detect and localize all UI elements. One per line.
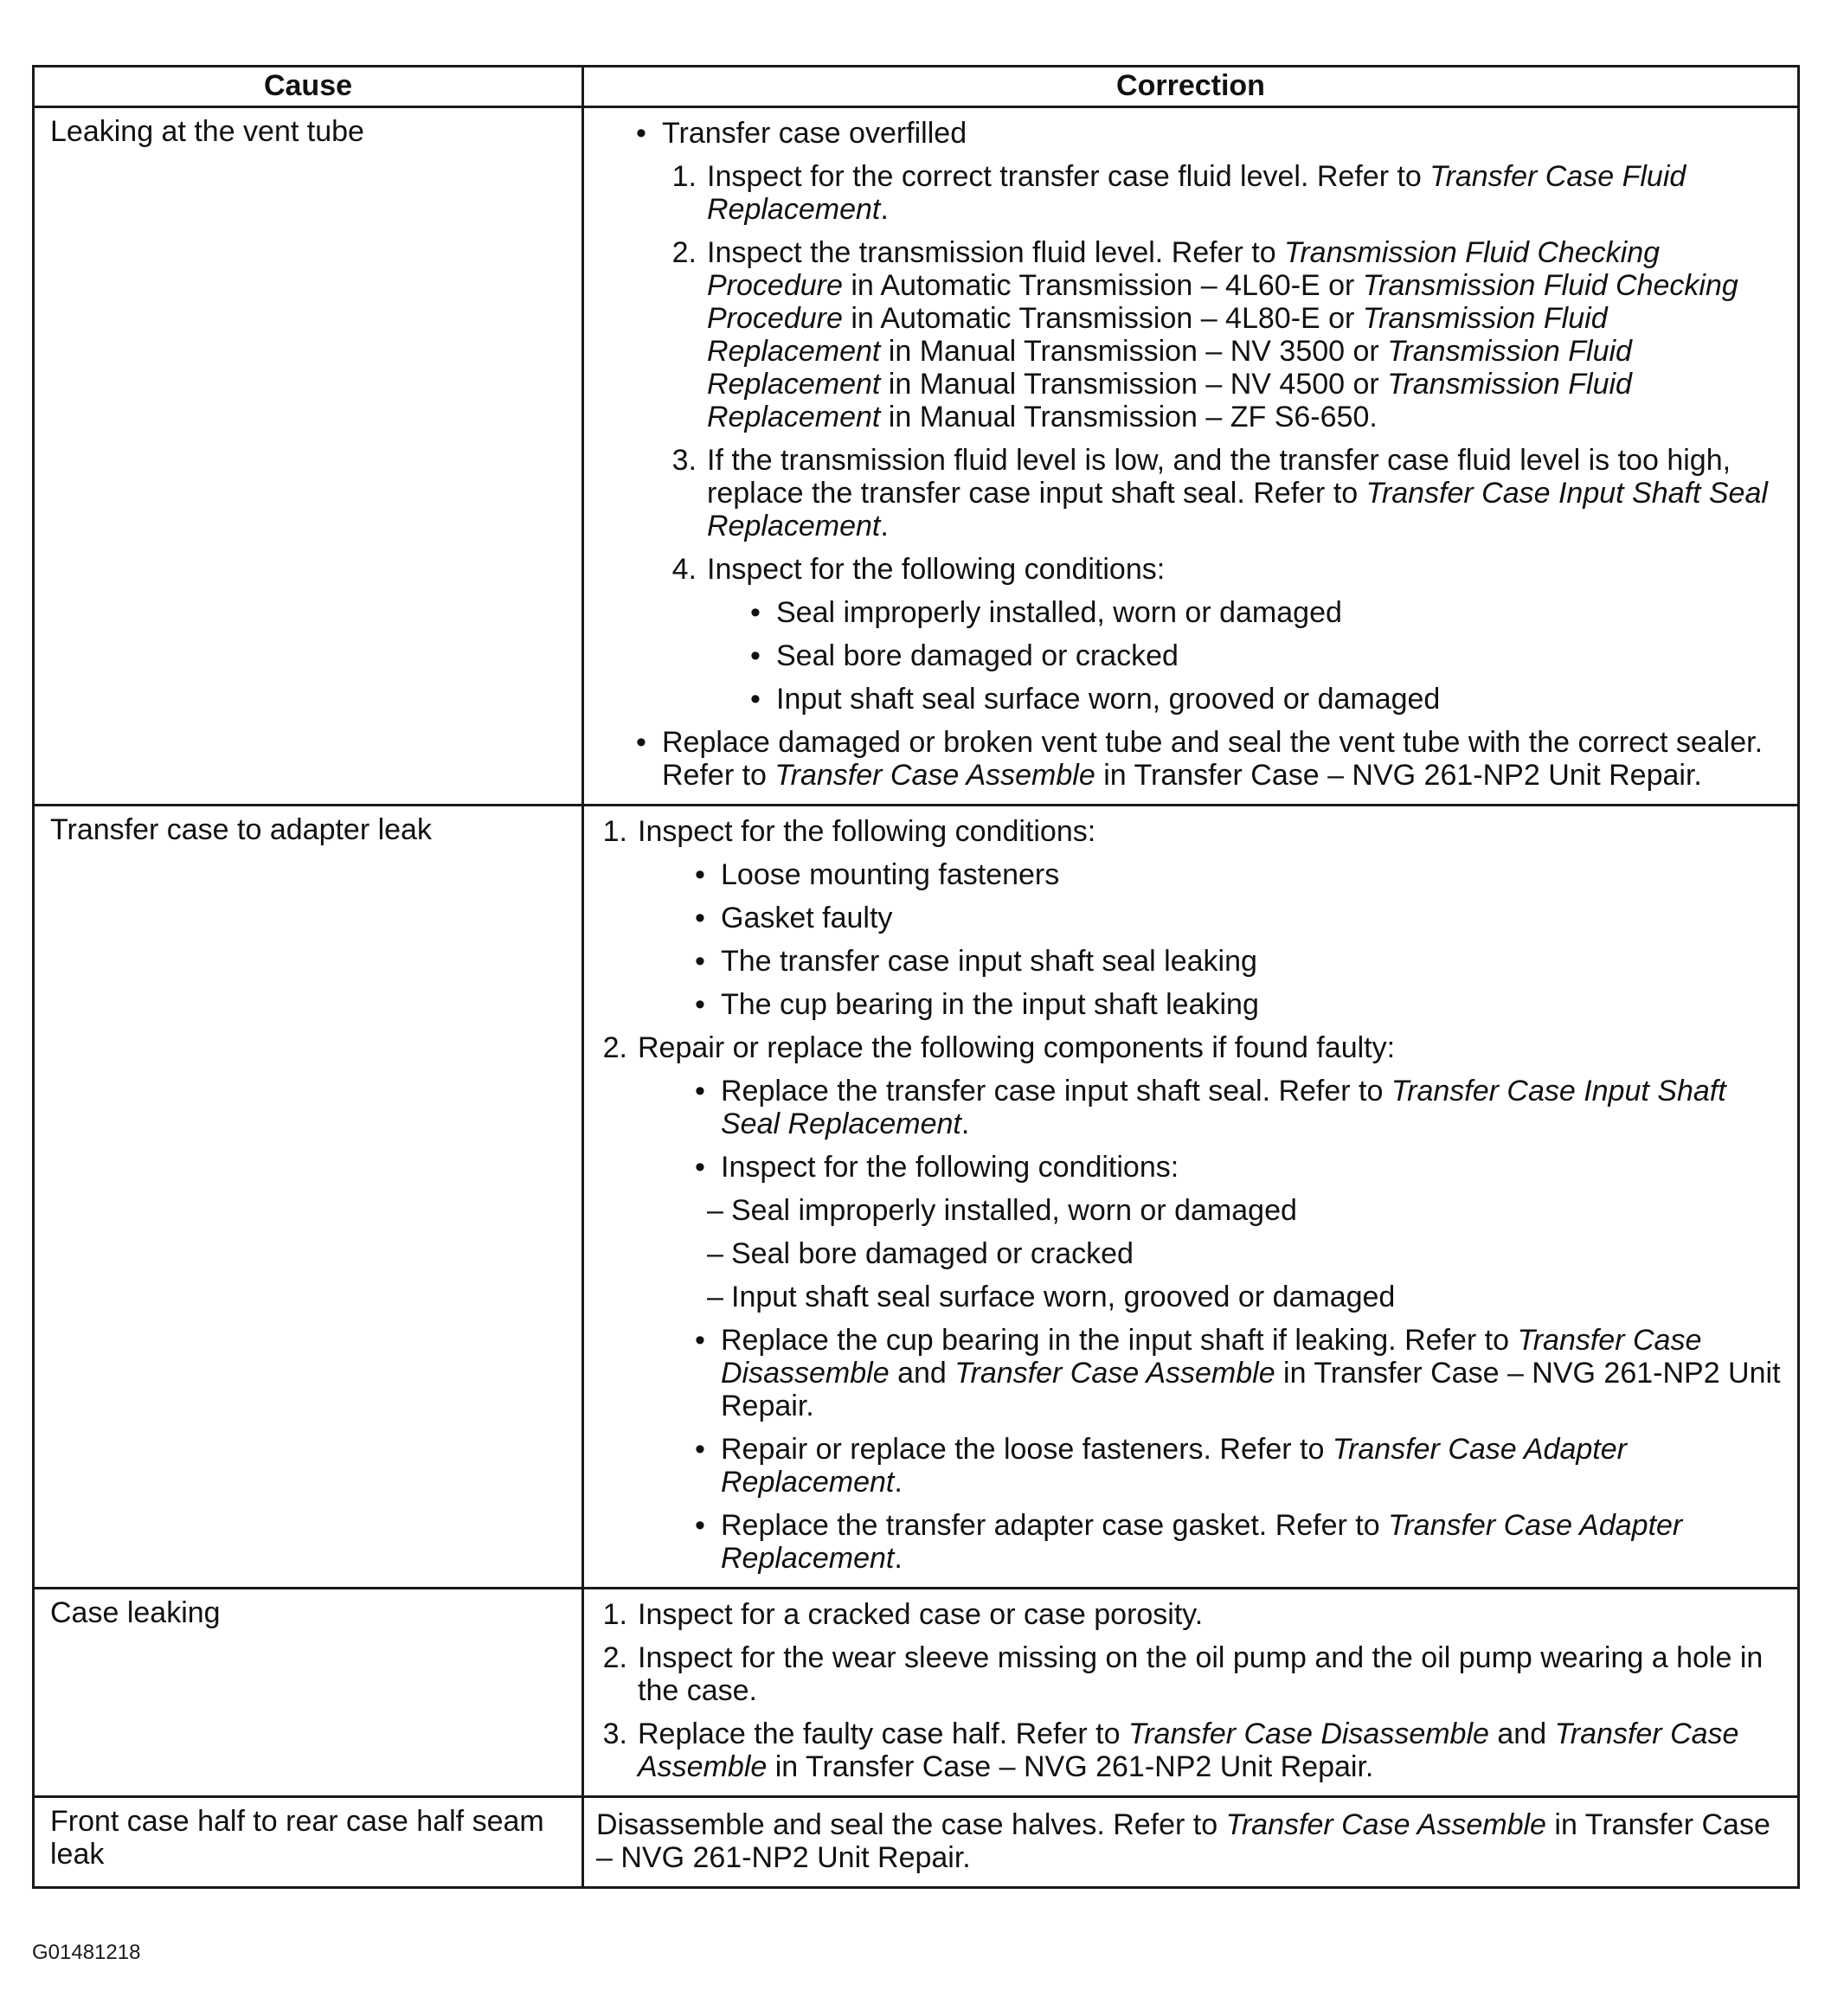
list-item xyxy=(596,1641,1785,1707)
text-run: Repair or replace the loose fasteners. Refer to xyxy=(721,1433,1333,1466)
list-item xyxy=(707,1281,1785,1313)
reference-link-text: Transfer Case Disassemble xyxy=(1128,1717,1489,1750)
cause-cell xyxy=(34,1797,583,1888)
text-run: Repair or replace the following components if found faulty: xyxy=(638,1031,1396,1064)
list-item xyxy=(665,444,1785,543)
list-item xyxy=(679,1433,1785,1499)
reference-link-text: Transfer Case Fluid Replacement xyxy=(707,160,1686,226)
text-run: Replace the transfer adapter case gasket. Refer to xyxy=(721,1509,1389,1542)
reference-link-text: Transmission Fluid Replacement xyxy=(707,368,1632,433)
correction-cell xyxy=(583,107,1799,806)
table-header-row xyxy=(34,67,1799,107)
reference-link-text: Transfer Case Adapter Replacement xyxy=(721,1509,1683,1575)
text-run: Replace damaged or broken vent tube and seal the vent tube with the correct sealer. Refer to xyxy=(662,726,1764,792)
list-item xyxy=(596,815,1785,848)
text-run: Replace the faulty case half. Refer to xyxy=(638,1717,1128,1750)
list-item xyxy=(679,1509,1785,1575)
text-run: and xyxy=(889,1357,955,1390)
list-number: 3. xyxy=(602,1717,627,1750)
text-run: Replace the cup bearing in the input shaft if leaking. Refer to xyxy=(721,1324,1518,1357)
bullet-marker: • xyxy=(750,683,761,716)
text-run: . xyxy=(894,1466,903,1499)
text-run: in Transfer Case – NVG 261-NP2 Unit Repair. xyxy=(721,1357,1781,1422)
cause-text: Front case half to rear case half seam leak xyxy=(50,1805,544,1871)
text-run: . xyxy=(880,193,889,226)
correction-content xyxy=(584,806,1797,1587)
list-number: 3. xyxy=(671,444,697,477)
correction-cell xyxy=(583,1797,1799,1888)
text-run: Inspect for the following conditions: xyxy=(721,1151,1179,1184)
text-run: in Transfer Case – NVG 261-NP2 Unit Repair. xyxy=(1095,759,1702,792)
text-run: Loose mounting fasteners xyxy=(721,858,1060,891)
text-run: in Transfer Case – NVG 261-NP2 Unit Repair. xyxy=(596,1808,1770,1874)
bullet-marker: • xyxy=(695,1151,705,1184)
dash-marker: – xyxy=(707,1237,723,1270)
text-run: in Manual Transmission – ZF S6-650. xyxy=(880,401,1378,433)
list-number: 1. xyxy=(602,815,627,848)
bullet-marker: • xyxy=(695,1324,705,1357)
text-run: Inspect for the following conditions: xyxy=(707,553,1166,586)
list-item xyxy=(679,1324,1785,1422)
reference-link-text: Transmission Fluid Replacement xyxy=(707,335,1632,401)
bullet-marker: • xyxy=(695,1509,705,1542)
reference-link-text: Transfer Case Disassemble xyxy=(721,1324,1702,1390)
cause-text: Case leaking xyxy=(50,1596,221,1629)
text-run: Replace the transfer case input shaft seal. Refer to xyxy=(721,1075,1391,1108)
list-item xyxy=(620,117,1785,150)
text-run: Seal improperly installed, worn or damaged xyxy=(731,1194,1297,1227)
text-run: Inspect for the correct transfer case fluid level. Refer to xyxy=(707,160,1430,193)
text-run: . xyxy=(894,1542,903,1575)
list-item xyxy=(665,236,1785,433)
text-run: Inspect for the wear sleeve missing on the oil pump and the oil pump wearing a hole in the case. xyxy=(638,1641,1764,1707)
correction-content xyxy=(584,1798,1797,1886)
table-row xyxy=(34,1589,1799,1797)
list-item xyxy=(735,639,1785,672)
text-run: . xyxy=(960,1108,970,1140)
reference-link-text: Transfer Case Assemble xyxy=(1225,1808,1546,1841)
list-item xyxy=(596,1717,1785,1783)
figure-code: G01481218 xyxy=(32,1941,141,1964)
list-number: 2. xyxy=(602,1031,627,1064)
list-item xyxy=(679,858,1785,891)
table-row xyxy=(34,1797,1799,1888)
dash-marker: – xyxy=(707,1194,723,1227)
text-run: Seal bore damaged or cracked xyxy=(776,639,1179,672)
bullet-marker: • xyxy=(695,902,705,934)
list-item xyxy=(620,726,1785,792)
correction-content xyxy=(584,108,1797,804)
text-run: in Automatic Transmission – 4L60-E or xyxy=(842,269,1363,302)
reference-link-text: Transmission Fluid Checking Procedure xyxy=(707,269,1738,335)
bullet-marker: • xyxy=(695,945,705,978)
bullet-marker: • xyxy=(636,117,646,150)
text-run: Seal bore damaged or cracked xyxy=(731,1237,1134,1270)
text-run: Gasket faulty xyxy=(721,902,893,934)
cause-cell xyxy=(34,806,583,1589)
list-item xyxy=(707,1237,1785,1270)
cause-column-header: Cause xyxy=(34,67,583,107)
text-run: in Transfer Case – NVG 261-NP2 Unit Repair. xyxy=(767,1750,1374,1783)
reference-link-text: Transfer Case Assemble xyxy=(774,759,1095,792)
list-number: 4. xyxy=(671,553,697,586)
list-item xyxy=(665,160,1785,226)
reference-link-text: Transfer Case Assemble xyxy=(954,1357,1275,1390)
bullet-marker: • xyxy=(695,1433,705,1466)
correction-column-header: Correction xyxy=(583,67,1799,107)
list-number: 2. xyxy=(671,236,697,269)
text-run: Disassemble and seal the case halves. Refer to xyxy=(596,1808,1226,1841)
dash-marker: – xyxy=(707,1281,723,1313)
text-run: in Automatic Transmission – 4L80-E or xyxy=(842,302,1363,335)
list-item xyxy=(679,902,1785,934)
reference-link-text: Transmission Fluid Checking Procedure xyxy=(707,236,1661,302)
reference-link-text: Transfer Case Input Shaft Seal Replacement xyxy=(707,477,1768,543)
text-run: Input shaft seal surface worn, grooved or damaged xyxy=(731,1281,1396,1313)
correction-content xyxy=(584,1589,1797,1795)
cause-cell xyxy=(34,107,583,806)
text-run: Inspect for a cracked case or case porosity. xyxy=(638,1598,1204,1631)
list-item xyxy=(596,1031,1785,1064)
correction-paragraph xyxy=(596,1803,1785,1874)
text-run: The transfer case input shaft seal leaking xyxy=(721,945,1257,978)
text-run: The cup bearing in the input shaft leaking xyxy=(721,988,1259,1021)
reference-link-text: Transfer Case Input Shaft Seal Replacement xyxy=(721,1075,1726,1140)
cause-cell xyxy=(34,1589,583,1797)
list-number: 1. xyxy=(602,1598,627,1631)
list-item xyxy=(735,683,1785,716)
text-run: Inspect for the following conditions: xyxy=(638,815,1096,848)
text-run: . xyxy=(880,510,889,543)
bullet-marker: • xyxy=(636,726,646,759)
cause-text: Leaking at the vent tube xyxy=(50,115,364,148)
list-item xyxy=(596,1598,1785,1631)
list-item xyxy=(679,945,1785,978)
list-item xyxy=(735,596,1785,629)
list-item xyxy=(679,1075,1785,1140)
bullet-marker: • xyxy=(750,639,761,672)
bullet-marker: • xyxy=(695,858,705,891)
bullet-marker: • xyxy=(750,596,761,629)
text-run: If the transmission fluid level is low, and the transfer case fluid level is too high, replace the transfer case input shaft seal. Refer to xyxy=(707,444,1731,510)
list-item xyxy=(679,1151,1785,1184)
reference-link-text: Transfer Case Adapter Replacement xyxy=(721,1433,1627,1499)
correction-cell xyxy=(583,1589,1799,1797)
bullet-marker: • xyxy=(695,1075,705,1108)
reference-link-text: Transfer Case Assemble xyxy=(638,1717,1739,1783)
bullet-marker: • xyxy=(695,988,705,1021)
text-run: and xyxy=(1488,1717,1555,1750)
reference-link-text: Transmission Fluid Replacement xyxy=(707,302,1608,368)
list-number: 1. xyxy=(671,160,697,193)
table-row xyxy=(34,107,1799,806)
list-item xyxy=(679,988,1785,1021)
diagnostic-table xyxy=(32,65,1800,1889)
list-number: 2. xyxy=(602,1641,627,1674)
text-run: Inspect the transmission fluid level. Refer to xyxy=(707,236,1285,269)
text-run: in Manual Transmission – NV 3500 or xyxy=(880,335,1388,368)
text-run: Transfer case overfilled xyxy=(662,117,967,150)
text-run: Seal improperly installed, worn or damaged xyxy=(776,596,1342,629)
list-item xyxy=(707,1194,1785,1227)
correction-cell xyxy=(583,806,1799,1589)
cause-text: Transfer case to adapter leak xyxy=(50,813,432,846)
table-row xyxy=(34,806,1799,1589)
text-run: Input shaft seal surface worn, grooved or damaged xyxy=(776,683,1441,716)
list-item xyxy=(665,553,1785,586)
text-run: in Manual Transmission – NV 4500 or xyxy=(880,368,1388,401)
